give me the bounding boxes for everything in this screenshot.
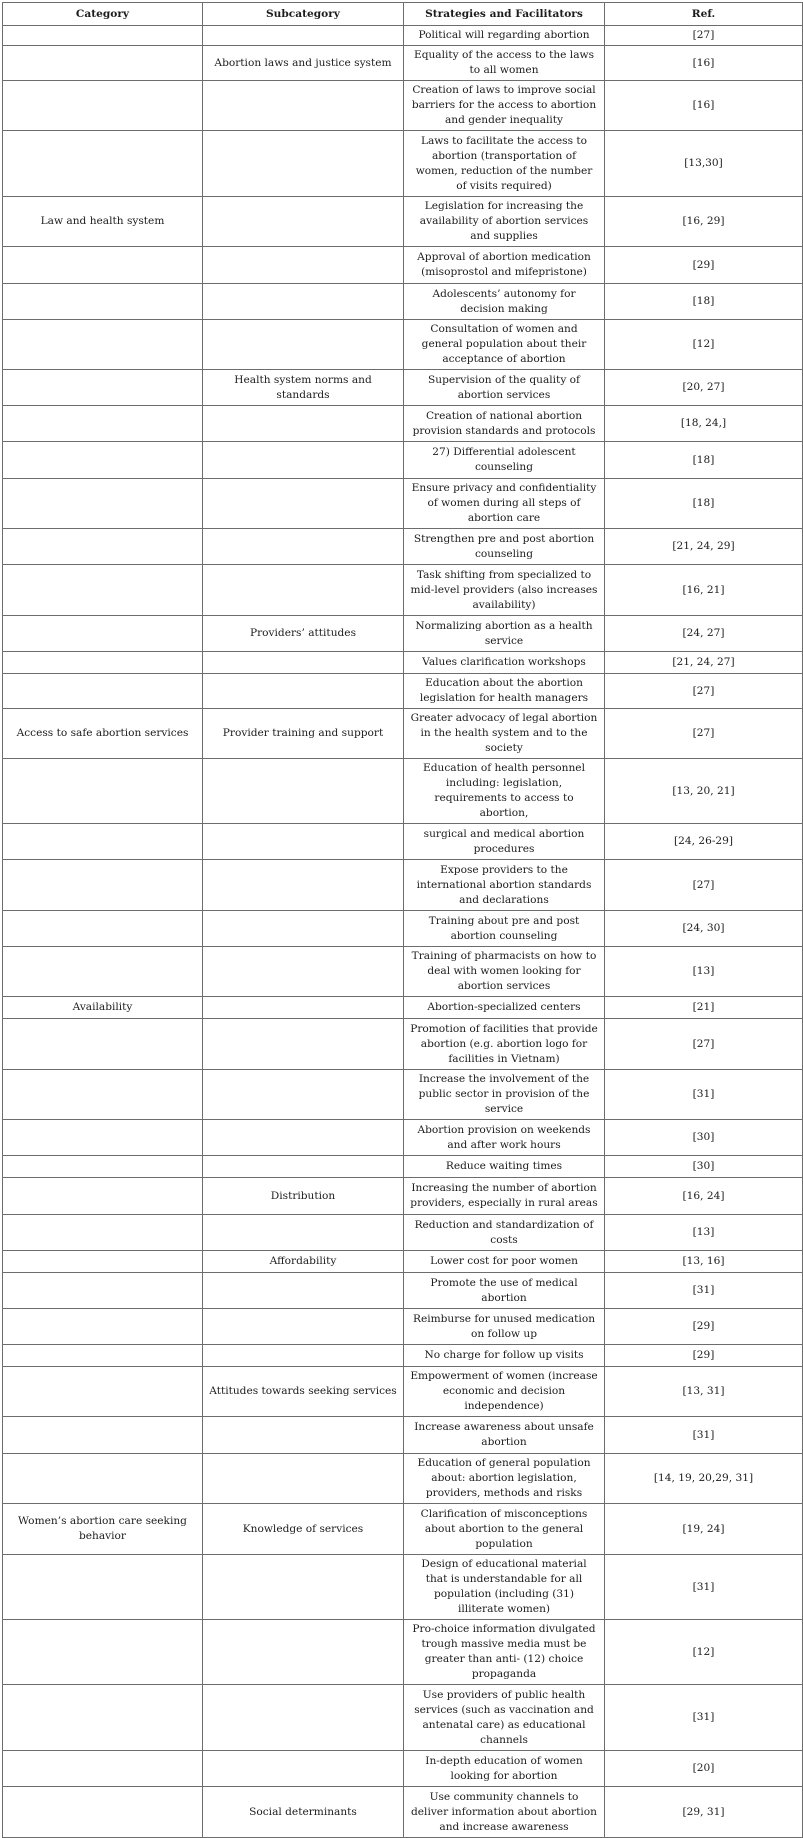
category-cell: Availability	[3, 997, 203, 1019]
subcategory-cell	[203, 320, 404, 370]
table-row	[3, 1019, 803, 1070]
ref-cell: [24, 30]	[605, 911, 803, 947]
category-cell	[3, 1178, 203, 1215]
strategy-cell: Pro-choice information divulgated trough massive media must be greater than anti- (12) choice propaganda	[404, 1620, 605, 1685]
strategy-cell: Use providers of public health services (such as vaccination and antenatal care) as educational channels	[404, 1685, 605, 1751]
table-row	[3, 1751, 803, 1787]
subcategory-cell	[203, 406, 404, 442]
ref-cell: [24, 27]	[605, 616, 803, 652]
category-cell	[3, 320, 203, 370]
subcategory-cell	[203, 26, 404, 46]
subcategory-cell	[203, 1555, 404, 1620]
category-cell	[3, 1156, 203, 1178]
strategy-cell: Promote the use of medical abortion	[404, 1273, 605, 1309]
ref-cell: [27]	[605, 709, 803, 759]
subcategory-cell	[203, 1345, 404, 1367]
strategy-cell: Empowerment of women (increase economic and decision independence)	[404, 1367, 605, 1417]
table-row	[3, 997, 803, 1019]
subcategory-cell	[203, 1019, 404, 1070]
category-cell	[3, 46, 203, 81]
category-cell	[3, 1215, 203, 1251]
subcategory-cell	[203, 247, 404, 284]
table-row	[3, 1345, 803, 1367]
ref-cell: [31]	[605, 1555, 803, 1620]
table-row	[3, 197, 803, 247]
subcategory-cell	[203, 911, 404, 947]
table-row	[3, 1215, 803, 1251]
strategy-cell: Laws to facilitate the access to abortion (transportation of women, reduction of the number of visits required)	[404, 131, 605, 197]
header-row	[3, 3, 803, 26]
subcategory-cell	[203, 1215, 404, 1251]
table-row	[3, 947, 803, 997]
subcategory-cell	[203, 759, 404, 824]
subcategory-cell	[203, 1156, 404, 1178]
category-cell	[3, 1070, 203, 1120]
subcategory-cell	[203, 947, 404, 997]
table-row	[3, 565, 803, 616]
category-cell	[3, 131, 203, 197]
table-row	[3, 479, 803, 529]
strategy-cell: Task shifting from specialized to mid-level providers (also increases availability)	[404, 565, 605, 616]
table-row	[3, 406, 803, 442]
category-cell	[3, 616, 203, 652]
subcategory-cell	[203, 1620, 404, 1685]
table-row	[3, 1309, 803, 1345]
subcategory-cell	[203, 81, 404, 131]
category-cell	[3, 1454, 203, 1504]
strategy-cell: Lower cost for poor women	[404, 1251, 605, 1273]
table-row	[3, 860, 803, 911]
strategy-cell: Abortion provision on weekends and after work hours	[404, 1120, 605, 1156]
category-cell	[3, 860, 203, 911]
subcategory-cell	[203, 1751, 404, 1787]
table-row	[3, 1685, 803, 1751]
header-ref: Ref.	[605, 3, 803, 26]
header-category: Category	[3, 3, 203, 26]
category-cell	[3, 1251, 203, 1273]
category-cell	[3, 947, 203, 997]
strategy-cell: Increase the involvement of the public sector in provision of the service	[404, 1070, 605, 1120]
table-row	[3, 81, 803, 131]
ref-cell: [16]	[605, 81, 803, 131]
category-cell	[3, 674, 203, 709]
category-cell	[3, 529, 203, 565]
category-cell	[3, 1019, 203, 1070]
subcategory-cell	[203, 1070, 404, 1120]
ref-cell: [13]	[605, 1215, 803, 1251]
strategy-cell: Promotion of facilities that provide abortion (e.g. abortion logo for facilities in Vietnam)	[404, 1019, 605, 1070]
category-cell	[3, 652, 203, 674]
strategy-cell: Normalizing abortion as a health service	[404, 616, 605, 652]
category-cell	[3, 1751, 203, 1787]
subcategory-cell	[203, 529, 404, 565]
strategy-cell: Consultation of women and general population about their acceptance of abortion	[404, 320, 605, 370]
category-cell	[3, 1555, 203, 1620]
category-cell	[3, 284, 203, 320]
category-cell	[3, 370, 203, 406]
strategy-cell: Strengthen pre and post abortion counseling	[404, 529, 605, 565]
strategy-cell: Design of educational material that is understandable for all population (including (31) illiterate women)	[404, 1555, 605, 1620]
strategy-cell: Political will regarding abortion	[404, 26, 605, 46]
ref-cell: [20]	[605, 1751, 803, 1787]
table-row	[3, 284, 803, 320]
ref-cell: [29]	[605, 247, 803, 284]
table-row	[3, 442, 803, 479]
strategy-cell: Equality of the access to the laws to all women	[404, 46, 605, 81]
table-row	[3, 1504, 803, 1555]
ref-cell: [21]	[605, 997, 803, 1019]
strategy-cell: Greater advocacy of legal abortion in the health system and to the society	[404, 709, 605, 759]
subcategory-cell	[203, 1685, 404, 1751]
ref-cell: [24, 26-29]	[605, 824, 803, 860]
table-body	[3, 26, 803, 1838]
ref-cell: [30]	[605, 1120, 803, 1156]
strategy-cell: In-depth education of women looking for abortion	[404, 1751, 605, 1787]
table-row	[3, 1367, 803, 1417]
strategy-cell: No charge for follow up visits	[404, 1345, 605, 1367]
table-row	[3, 1620, 803, 1685]
ref-cell: [27]	[605, 1019, 803, 1070]
strategy-cell: Clarification of misconceptions about abortion to the general population	[404, 1504, 605, 1555]
table-row	[3, 1178, 803, 1215]
category-cell	[3, 1273, 203, 1309]
ref-cell: [29]	[605, 1309, 803, 1345]
ref-cell: [14, 19, 20,29, 31]	[605, 1454, 803, 1504]
category-cell	[3, 1620, 203, 1685]
subcategory-cell	[203, 824, 404, 860]
ref-cell: [21, 24, 29]	[605, 529, 803, 565]
ref-cell: [12]	[605, 1620, 803, 1685]
strategy-cell: Values clarification workshops	[404, 652, 605, 674]
table-row	[3, 1555, 803, 1620]
category-cell	[3, 1417, 203, 1454]
ref-cell: [31]	[605, 1070, 803, 1120]
strategy-cell: Approval of abortion medication (misoprostol and mifepristone)	[404, 247, 605, 284]
table-row	[3, 1251, 803, 1273]
subcategory-cell	[203, 1309, 404, 1345]
subcategory-cell: Distribution	[203, 1178, 404, 1215]
ref-cell: [18]	[605, 284, 803, 320]
subcategory-cell	[203, 131, 404, 197]
subcategory-cell: Providers’ attitudes	[203, 616, 404, 652]
subcategory-cell	[203, 860, 404, 911]
subcategory-cell: Affordability	[203, 1251, 404, 1273]
strategy-cell: Training of pharmacists on how to deal with women looking for abortion services	[404, 947, 605, 997]
category-cell	[3, 442, 203, 479]
subcategory-cell	[203, 479, 404, 529]
ref-cell: [19, 24]	[605, 1504, 803, 1555]
category-cell: Law and health system	[3, 197, 203, 247]
strategy-cell: Reduction and standardization of costs	[404, 1215, 605, 1251]
ref-cell: [21, 24, 27]	[605, 652, 803, 674]
table-row	[3, 1156, 803, 1178]
strategy-cell: Creation of laws to improve social barriers for the access to abortion and gender inequality	[404, 81, 605, 131]
ref-cell: [30]	[605, 1156, 803, 1178]
subcategory-cell	[203, 997, 404, 1019]
ref-cell: [18]	[605, 479, 803, 529]
strategy-cell: Creation of national abortion provision standards and protocols	[404, 406, 605, 442]
table-row	[3, 674, 803, 709]
strategy-cell: Increasing the number of abortion providers, especially in rural areas	[404, 1178, 605, 1215]
strategy-cell: Reimburse for unused medication on follow up	[404, 1309, 605, 1345]
subcategory-cell	[203, 652, 404, 674]
category-cell	[3, 911, 203, 947]
table-row	[3, 911, 803, 947]
category-cell	[3, 247, 203, 284]
table-header	[3, 3, 803, 26]
table-row	[3, 320, 803, 370]
ref-cell: [12]	[605, 320, 803, 370]
category-cell	[3, 1685, 203, 1751]
strategy-cell: Adolescents’ autonomy for decision making	[404, 284, 605, 320]
ref-cell: [13,30]	[605, 131, 803, 197]
ref-cell: [16, 24]	[605, 1178, 803, 1215]
strategy-cell: Use community channels to deliver information about abortion and increase awareness	[404, 1787, 605, 1838]
category-cell	[3, 1787, 203, 1838]
ref-cell: [31]	[605, 1273, 803, 1309]
category-cell	[3, 479, 203, 529]
ref-cell: [16, 21]	[605, 565, 803, 616]
ref-cell: [13, 16]	[605, 1251, 803, 1273]
header-strategies: Strategies and Facilitators	[404, 3, 605, 26]
category-cell	[3, 26, 203, 46]
category-cell	[3, 565, 203, 616]
strategy-cell: Education of general population about: abortion legislation, providers, methods and risks	[404, 1454, 605, 1504]
category-cell	[3, 1120, 203, 1156]
strategy-cell: surgical and medical abortion procedures	[404, 824, 605, 860]
strategy-cell: Increase awareness about unsafe abortion	[404, 1417, 605, 1454]
ref-cell: [13]	[605, 947, 803, 997]
strategy-cell: Supervision of the quality of abortion services	[404, 370, 605, 406]
subcategory-cell	[203, 1454, 404, 1504]
strategy-cell: Expose providers to the international abortion standards and declarations	[404, 860, 605, 911]
table-row	[3, 1070, 803, 1120]
ref-cell: [18, 24,]	[605, 406, 803, 442]
table-row	[3, 1273, 803, 1309]
ref-cell: [31]	[605, 1417, 803, 1454]
header-subcategory: Subcategory	[203, 3, 404, 26]
strategy-cell: Education about the abortion legislation for health managers	[404, 674, 605, 709]
subcategory-cell	[203, 442, 404, 479]
category-cell	[3, 1309, 203, 1345]
category-cell	[3, 824, 203, 860]
strategy-cell: Reduce waiting times	[404, 1156, 605, 1178]
table-row	[3, 709, 803, 759]
subcategory-cell: Social determinants	[203, 1787, 404, 1838]
ref-cell: [27]	[605, 26, 803, 46]
strategy-cell: Ensure privacy and confidentiality of women during all steps of abortion care	[404, 479, 605, 529]
table-row	[3, 1120, 803, 1156]
ref-cell: [29]	[605, 1345, 803, 1367]
ref-cell: [29, 31]	[605, 1787, 803, 1838]
ref-cell: [31]	[605, 1685, 803, 1751]
strategy-cell: 27) Differential adolescent counseling	[404, 442, 605, 479]
category-cell	[3, 759, 203, 824]
subcategory-cell	[203, 1273, 404, 1309]
ref-cell: [16]	[605, 46, 803, 81]
subcategory-cell	[203, 197, 404, 247]
table-row	[3, 652, 803, 674]
table-row	[3, 1454, 803, 1504]
ref-cell: [27]	[605, 674, 803, 709]
ref-cell: [16, 29]	[605, 197, 803, 247]
category-cell	[3, 1345, 203, 1367]
table-row	[3, 529, 803, 565]
strategies-table	[2, 2, 803, 1838]
strategy-cell: Abortion-specialized centers	[404, 997, 605, 1019]
table-row	[3, 616, 803, 652]
subcategory-cell	[203, 674, 404, 709]
subcategory-cell: Provider training and support	[203, 709, 404, 759]
subcategory-cell	[203, 1120, 404, 1156]
table-row	[3, 26, 803, 46]
ref-cell: [27]	[605, 860, 803, 911]
ref-cell: [18]	[605, 442, 803, 479]
table-row	[3, 46, 803, 81]
ref-cell: [13, 20, 21]	[605, 759, 803, 824]
category-cell	[3, 81, 203, 131]
table-row	[3, 131, 803, 197]
table-row	[3, 759, 803, 824]
table-row	[3, 824, 803, 860]
ref-cell: [13, 31]	[605, 1367, 803, 1417]
table-row	[3, 370, 803, 406]
category-cell: Access to safe abortion services	[3, 709, 203, 759]
strategy-cell: Training about pre and post abortion counseling	[404, 911, 605, 947]
ref-cell: [20, 27]	[605, 370, 803, 406]
subcategory-cell	[203, 284, 404, 320]
subcategory-cell: Abortion laws and justice system	[203, 46, 404, 81]
subcategory-cell: Attitudes towards seeking services	[203, 1367, 404, 1417]
category-cell	[3, 406, 203, 442]
category-cell: Women’s abortion care seeking behavior	[3, 1504, 203, 1555]
subcategory-cell: Knowledge of services	[203, 1504, 404, 1555]
subcategory-cell	[203, 1417, 404, 1454]
strategy-cell: Education of health personnel including: legislation, requirements to access to abortion,	[404, 759, 605, 824]
table-row	[3, 1787, 803, 1838]
table-row	[3, 247, 803, 284]
subcategory-cell	[203, 565, 404, 616]
table-row	[3, 1417, 803, 1454]
subcategory-cell: Health system norms and standards	[203, 370, 404, 406]
strategy-cell: Legislation for increasing the availability of abortion services and supplies	[404, 197, 605, 247]
category-cell	[3, 1367, 203, 1417]
